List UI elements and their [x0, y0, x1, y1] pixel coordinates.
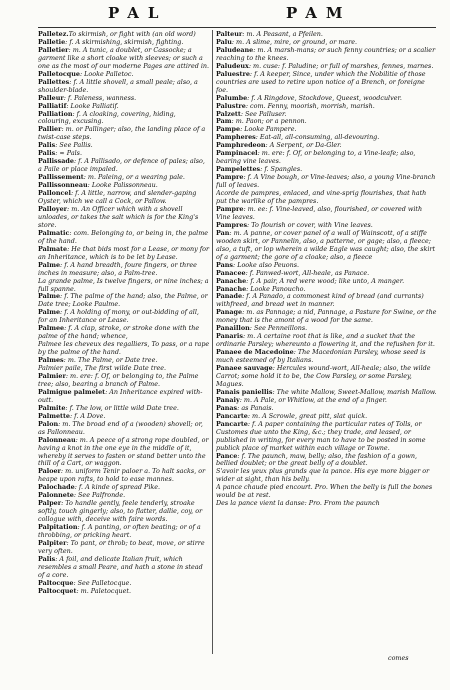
- headword: Palmigue palmelet: [38, 387, 106, 396]
- headword: Pampre: [216, 204, 244, 213]
- definition: : com. Fenny, moorish, morrish, marish.: [245, 101, 375, 110]
- headword: Palonneau: [38, 435, 76, 444]
- definition: : f. A hand breadth, foure fingers, or three inches in measure; also, a Palm-tree.: [38, 260, 197, 277]
- dictionary-entry: [216, 206, 438, 222]
- headword: Palu: [216, 37, 232, 46]
- dictionary-entry: [38, 588, 210, 596]
- dictionary-entry: [216, 309, 438, 325]
- headword: Pamphredeon: [216, 141, 266, 150]
- headword: Palpiter: [38, 539, 67, 547]
- definition: : m. A peece of a strong rope doubled, or having a knot in the one eye in the middle of it, whereby it serves to fasten or stand better unto the thill of a Cart, or waggon.: [38, 435, 209, 468]
- headword: Panaillon: [216, 324, 250, 333]
- definition: : m. or Pallinger; also, the landing place of a twist-case steps.: [38, 125, 206, 142]
- definition: : See Penneillons.: [249, 324, 308, 333]
- headword: Panade: [216, 292, 243, 301]
- headword: Paloer: [38, 467, 61, 476]
- definition: : m. Paon; or a pennon.: [231, 117, 307, 126]
- headword: Palonnete: [38, 491, 74, 500]
- headword: Pallettes: [38, 77, 70, 86]
- dictionary-entry: [38, 373, 210, 389]
- definition: : m. A panne, or cover panel of a wall of Wainscott, of a stiffe wooden skirt, or Pannelin, also, a patterne, or gage; also, a fleece; also, a tuft, or lop wherein a wilde Eagle was caught; also, the skirt of a garment; the gore of a cloake; also, a fleece: [216, 228, 436, 261]
- definition: : He that bids most for a Lease, or mony for an Inheritance, which is to be let by Lease.: [38, 244, 210, 261]
- headword: Palloyer: [38, 204, 68, 213]
- definition: : To pant, or throb; to beat, move, or stirre very often.: [38, 539, 205, 555]
- headword: Panaee sauvage: [216, 364, 273, 373]
- headword: Palis: [38, 149, 56, 158]
- headword: Pans: [216, 260, 234, 269]
- definition: : m. A marsh-mans; or such fenny countries; or a scalier reaching to the knees.: [216, 45, 436, 62]
- headword: Pallissade: [38, 157, 74, 166]
- definition: : f. A skirmishing, skirmish, fighting.: [65, 37, 184, 46]
- definition: : m. The Palme, or Date tree.: [63, 356, 158, 365]
- headword: Palmier: [38, 371, 66, 380]
- headword: Palliatif: [38, 101, 67, 110]
- definition: : m. A tunic, a doublet, or Cassocke; a garment like a short cloake with sleeves; or such a one as the most of our moderne Pages are attired in.: [38, 45, 210, 70]
- headword: Palme: [38, 260, 61, 269]
- headword: Palon: [38, 419, 59, 428]
- dictionary-entry: [38, 47, 210, 71]
- headword: Palletocque: [38, 69, 80, 78]
- headword: Palmette: [38, 411, 70, 420]
- dictionary-entry: [216, 71, 438, 95]
- headword: Pancarte: [216, 411, 248, 420]
- left-column: [38, 31, 210, 596]
- dictionary-entry: [216, 365, 438, 389]
- definition: : See Palletocque.: [73, 578, 132, 587]
- definition: : m. A Peasant, a Pfeilen.: [242, 31, 323, 38]
- headword: Palochade: [38, 483, 75, 492]
- definition: : m. A Scrowle, great pitt, slat quick.: [247, 411, 368, 420]
- definition: : f. A holding of mony, or out-bidding of all, for an Inheritance or Lease.: [38, 308, 199, 325]
- dictionary-entry: [216, 230, 438, 262]
- dictionary-entry: [38, 158, 210, 174]
- headword: Palper: [38, 499, 62, 508]
- definition: : f. The low, or little wild Date tree.: [65, 403, 179, 412]
- dictionary-entry: [38, 500, 210, 524]
- dictionary-entry: [216, 174, 438, 190]
- headword: Panaiy: [216, 395, 240, 404]
- dictionary-entry: [38, 262, 210, 278]
- headword: Palis: [38, 141, 56, 150]
- dictionary-entry: [216, 421, 438, 453]
- definition: : f. Panwed-wort, All-heale, as Panace.: [245, 268, 370, 277]
- dictionary-entry: [216, 150, 438, 166]
- dictionary-entry: [216, 47, 438, 63]
- definition: : The white Mallow, Sweet-Mallow, marish Mallow.: [272, 387, 437, 396]
- definition: : f. A Pallisado, or defence of pales; also, a Paile or place impaled.: [38, 157, 205, 174]
- definition: : m. ere: f. Of, or belonging to, a Vine-leafe; also, bearing vine leaves.: [216, 149, 416, 166]
- definition: : The Macedonian Parsley, whose seed is much esteemed of by Italians.: [216, 348, 426, 365]
- running-head-left: PAL: [108, 4, 168, 22]
- headword: Palme: [38, 292, 61, 301]
- dictionary-entry: [216, 484, 438, 500]
- headword: Palzett: [216, 109, 241, 118]
- dictionary-entry: [38, 524, 210, 540]
- dictionary-entry: [38, 468, 210, 484]
- definition: : f. A panting, or often beating; or of a throbbing, or pricking heart.: [38, 523, 201, 540]
- headword: Pan: [216, 228, 230, 237]
- definition: Des la pance vient la danse: Pro. From the paunch: [216, 499, 380, 508]
- definition: : com. Belonging to, or being in, the palme of the hand.: [38, 228, 209, 245]
- definition: : f. A clap, stroke, or stroke done with the palme of the hand; whence,: [38, 324, 200, 341]
- definition: : m. ee: f. Vine-leaved, also, flourished, or covered with Vine leaves.: [216, 204, 423, 221]
- definition: : f. A little shovell, a small peale; also, a shoulder-blade.: [38, 77, 198, 94]
- definition: La grande palme, Is twelve fingers, or nine inches; a full spanne.: [38, 276, 209, 293]
- definition: : m. uniform Tenir paloer a. To halt sacks, or heape upon rafts, to hold to ease mannes.: [38, 467, 206, 484]
- definition: : ≈ Pals.: [55, 149, 82, 158]
- definition: : Looke Pampere.: [240, 125, 297, 134]
- running-head: [0, 4, 450, 24]
- definition: : An Inheritance expired with-outt.: [38, 387, 203, 404]
- definition: : m. A Pale, or Whitlow, at the end of a finger.: [239, 395, 387, 404]
- headword: Pam: [216, 117, 232, 126]
- definition: : f. A cloaking, covering, hiding, colouring, excusing.: [38, 109, 176, 126]
- header-rule: [38, 27, 436, 28]
- dictionary-entry: [216, 500, 438, 508]
- headword: Paluestre: [216, 69, 250, 78]
- headword: Palmatic: [38, 228, 70, 237]
- definition: : To flourish or cover, with Vine leaves.: [247, 220, 373, 229]
- definition: : To handle gently, feele tenderly, stroake softly, touch gingerly; also, to flatter, dallie, coy, or collogue with, deceive with faire words.: [38, 499, 203, 524]
- dictionary-entry: [38, 278, 210, 294]
- headword: Palteur: [216, 31, 243, 38]
- dictionary-entry: [38, 206, 210, 230]
- dictionary-entry: [38, 341, 210, 357]
- definition: : f. A paper containing the particular rates of Tolls, or Customes due unto the King, &c.; they trade, and leased, or published in writing, for every man to have to be posted in some publick place of market within each village or Towne.: [216, 419, 426, 452]
- headword: Panage: [216, 308, 243, 317]
- dictionary-entry: [38, 389, 210, 405]
- definition: : m. cuse: f. Paludine; or full of marshes, fennes, marnes.: [248, 61, 434, 70]
- headword: Pampheres: [216, 133, 256, 142]
- headword: Pampres: [216, 220, 248, 229]
- headword: Palmee: [38, 324, 65, 333]
- dictionary-entry: [216, 293, 438, 309]
- running-head-right: PAM: [286, 4, 352, 22]
- definition: : f. A keeper, Since, under which the Nobilitie of those countries are used to retire upon notice of a Brench, or foreigne foe.: [216, 69, 426, 94]
- headword: Panache: [216, 276, 247, 285]
- definition: S'avoir les yeux plus grands que la pance. His eye more bigger or wider at sight, than his belly.: [216, 467, 430, 484]
- dictionary-entry: [216, 453, 438, 469]
- definition: : f. Paleness, wanness.: [63, 93, 137, 102]
- dictionary-entry: [38, 293, 210, 309]
- headword: Palme: [38, 308, 61, 317]
- dictionary-entry: [38, 230, 210, 246]
- headword: Paltocquet: [38, 586, 77, 595]
- definition: : m. Paleing, or a wearing pale.: [83, 173, 185, 182]
- definition: : f. The palme of the hand; also, the Palme, or Date tree; Looke Paulme.: [38, 292, 208, 309]
- definition: : f. A Dove.: [70, 411, 106, 420]
- definition: : f. The paunch, maw, belly; also, the fashion of a gown, bellied doublet; or the great belly of a doublet.: [216, 451, 418, 468]
- dictionary-entry: [38, 246, 210, 262]
- headword: Panaris: [216, 332, 243, 341]
- definition: : f. A little, narrow, and slender-gaping Oyster, which we call a Cock, or Pallow.: [38, 189, 197, 206]
- headword: Pance: [216, 451, 238, 460]
- definition: : A Serpent, or Da-Gler.: [265, 141, 342, 150]
- dictionary-entry: [38, 437, 210, 469]
- dictionary-entry: [216, 190, 438, 206]
- definition: : f. A Panado, a commonest kind of bread (and currants) withfreed, and bread wet in manner.: [216, 292, 424, 309]
- definition: To skirmish, or fight with (an old word): [68, 31, 196, 38]
- dictionary-entry: [38, 309, 210, 325]
- definition: : A foil, and delicate Italian fruit, which resembles a small Peare, and hath a stone in stead of a core.: [38, 554, 203, 579]
- definition: : Looke Palliatif.: [66, 101, 119, 110]
- headword: Pancarte: [216, 419, 248, 428]
- headword: Paltocque: [38, 578, 74, 587]
- definition: : See Pallis.: [55, 141, 93, 150]
- headword: Palmes: [38, 356, 64, 365]
- headword: Palletier: [38, 45, 69, 54]
- definition: : Hercules wound-wort, All-heale; also, the wilde Carrot; some hold it to be, the Cow Parsley, or some Parsley, Magues.: [216, 364, 431, 388]
- definition: : f. A Vine bough, or Vine-leaves; also, a young Vine-branch full of leaves.: [216, 173, 436, 190]
- headword: Panas: [216, 403, 238, 412]
- headword: Pampelettes: [216, 165, 261, 174]
- definition: : m. as Pannage; a nid, Pannage, a Pasture for Swine, or the money that is the amont of a wood for the same.: [216, 308, 437, 325]
- column-divider: [212, 30, 213, 654]
- headword: Palmite: [38, 403, 66, 412]
- headword: Pallissement: [38, 173, 84, 182]
- definition: : f. A Ringdove, Stockdove, Queest, woodculver.: [247, 93, 402, 102]
- catchword: comes: [388, 654, 409, 662]
- headword: Palletez.: [38, 31, 69, 38]
- dictionary-entry: [38, 556, 210, 580]
- headword: Palmate: [38, 244, 68, 253]
- dictionary-entry: [38, 540, 210, 556]
- definition: A pance chaude pied encourt. Pro. When the belly is full the bones would be at rest.: [216, 483, 433, 500]
- dictionary-entry: [216, 333, 438, 349]
- headword: Pampinacel: [216, 149, 258, 158]
- definition: : Looke Palletoc.: [79, 69, 134, 78]
- definition: : m. The broad end of a (wooden) shovell; or, as Pallonneau.: [38, 419, 203, 436]
- definition: : Looke Palissonneau.: [87, 181, 158, 190]
- definition: : f. A kinde of spread Pike.: [74, 483, 161, 492]
- headword: Pallier: [38, 125, 62, 134]
- definition: : m. A certaine root that is like, and a sucket that the ordinarie Parsley; whereunto a flowering it, and the refushen for it.: [216, 332, 435, 349]
- definition: : m. ere: f. Of, or belonging to, the Palme tree; also, bearing a branch of Palme.: [38, 371, 199, 388]
- headword: Paludeux: [216, 61, 249, 70]
- headword: Palpitation: [38, 523, 78, 532]
- definition: : Looke Panoucho.: [246, 284, 306, 293]
- headword: Pampre: [216, 173, 244, 182]
- headword: Panaee de Macedoine: [216, 348, 294, 357]
- definition: : f. A pair, A red were wood; like unto, A manger.: [246, 276, 405, 285]
- dictionary-entry: [38, 111, 210, 127]
- headword: Pampe: [216, 125, 241, 134]
- definition: : Looke also Peuons.: [233, 260, 300, 269]
- definition: : Eat-all, all-consuming, all-devouring.: [255, 133, 380, 142]
- definition: Acorde de pampres, enlaced, and vine-sprig flourishes, that hath put the warlike of the pampres.: [216, 189, 427, 206]
- dictionary-entry: [38, 126, 210, 142]
- dictionary-entry: [216, 349, 438, 365]
- dictionary-entry: [38, 421, 210, 437]
- definition: : m. A slime, mire, or ground, or mare.: [231, 37, 358, 46]
- headword: Palis: [38, 554, 56, 563]
- headword: Paludeane: [216, 45, 254, 54]
- headword: Palletie: [38, 37, 66, 46]
- definition: : See Palfronde.: [73, 491, 126, 500]
- headword: Pallissonneau: [38, 181, 88, 190]
- dictionary-entry: [38, 325, 210, 341]
- headword: Palliation: [38, 109, 73, 118]
- definition: : See Palluser.: [240, 109, 287, 118]
- right-column: [216, 31, 438, 508]
- definition: Palmee les cheveux des regalliers, To pass, or a rape by the palme of the hand.: [38, 340, 210, 357]
- headword: Palloncel: [38, 189, 71, 198]
- definition: : f. Spangles.: [260, 165, 303, 174]
- headword: Panache: [216, 284, 247, 293]
- headword: Palumbe: [216, 93, 248, 102]
- definition: : m. Paletocquet.: [76, 586, 131, 595]
- definition: : as Panais.: [237, 403, 274, 412]
- definition: Palmier paile, The first wilde Date tree.: [38, 364, 167, 373]
- definition: : m. An Officer which with a shovell unloades, or takes the salt which is for the King's store.: [38, 204, 199, 229]
- dictionary-entry: [38, 79, 210, 95]
- headword: Palleur: [38, 93, 64, 102]
- dictionary-entry: [216, 468, 438, 484]
- dictionary-entry: [38, 190, 210, 206]
- headword: Panais paniellis: [216, 387, 273, 396]
- headword: Palustre: [216, 101, 246, 110]
- headword: Panacee: [216, 268, 246, 277]
